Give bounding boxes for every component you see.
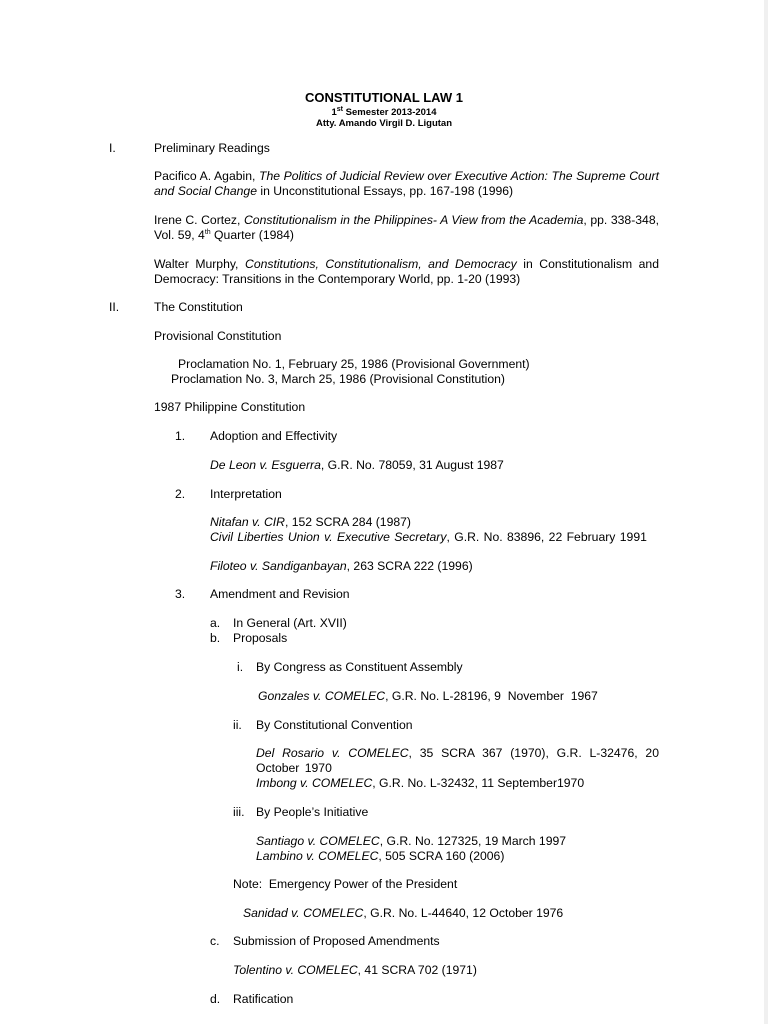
instructor-name: Atty. Amando Virgil D. Ligutan — [316, 118, 452, 129]
case-citation: Tolentino v. COMELEC, 41 SCRA 702 (1971) — [233, 963, 477, 977]
case-citation: Filoteo v. Sandiganbayan, 263 SCRA 222 (1996) — [210, 559, 473, 573]
case-citation: Santiago v. COMELEC, G.R. No. 127325, 19 March 1997 — [256, 834, 567, 848]
sub-c-label: Submission of Proposed Amendments — [233, 934, 440, 948]
roman-iii-number: iii. — [233, 805, 245, 819]
sub-c-letter: c. — [210, 934, 220, 948]
reading-cortez: Irene C. Cortez, Constitutionalism in the Philippines- A View from the Academia, pp. 338-348, Vol. 59, 4th Quarter (1984) — [154, 213, 659, 242]
page-edge-shadow — [764, 0, 768, 1024]
roman-i-number: i. — [237, 660, 244, 674]
roman-iii-label: By People’s Initiative — [256, 805, 369, 819]
proclamation-1: Proclamation No. 1, February 25, 1986 (Provisional Government) — [178, 357, 530, 371]
document-title: CONSTITUTIONAL LAW 1 — [305, 90, 463, 105]
constitution-heading: 1987 Philippine Constitution — [154, 400, 306, 414]
reading-title: Constitutions, Constitutionalism, and Democracy — [245, 257, 517, 271]
sub-b-letter: b. — [210, 631, 221, 645]
sub-b-label: Proposals — [233, 631, 288, 645]
item-1-number: 1. — [175, 429, 186, 443]
section-1-heading: Preliminary Readings — [154, 141, 270, 155]
semester-superscript: st — [336, 105, 344, 113]
section-2-numeral: II. — [109, 300, 120, 314]
provisional-heading: Provisional Constitution — [154, 329, 282, 343]
section-1-numeral: I. — [109, 141, 116, 155]
section-2-heading: The Constitution — [154, 300, 243, 314]
sub-a-label: In General (Art. XVII) — [233, 616, 347, 630]
item-3-number: 3. — [175, 587, 186, 601]
case-citation: De Leon v. Esguerra, G.R. No. 78059, 31 August 1987 — [210, 458, 504, 472]
case-citation: Lambino v. COMELEC, 505 SCRA 160 (2006) — [256, 849, 505, 863]
proclamation-3: Proclamation No. 3, March 25, 1986 (Provisional Constitution) — [171, 372, 505, 386]
item-1-label: Adoption and Effectivity — [210, 429, 338, 443]
roman-ii-number: ii. — [233, 718, 242, 732]
note-emergency-power: Note: Emergency Power of the President — [233, 877, 458, 891]
item-3-label: Amendment and Revision — [210, 587, 350, 601]
item-2-number: 2. — [175, 487, 186, 501]
semester-number: 1 — [331, 107, 337, 118]
case-citation: Del Rosario v. COMELEC, 35 SCRA 367 (1970), G.R. L-32476, 20 October 1970 — [256, 746, 659, 775]
case-citation: Nitafan v. CIR, 152 SCRA 284 (1987) — [210, 515, 411, 529]
sub-d-label: Ratification — [233, 992, 294, 1006]
roman-ii-label: By Constitutional Convention — [256, 718, 413, 732]
item-2-label: Interpretation — [210, 487, 282, 501]
semester-text: Semester 2013-2014 — [343, 107, 437, 118]
semester-line — [0, 107, 768, 118]
roman-i-label: By Congress as Constituent Assembly — [256, 660, 463, 674]
sub-a-letter: a. — [210, 616, 221, 630]
case-citation: Civil Liberties Union v. Executive Secretary, G.R. No. 83896, 22 February 1991 — [210, 530, 647, 544]
reading-title: The Politics of Judicial Review over Executive Action: The Supreme Court and Social Change — [154, 169, 660, 198]
reading-agabin: Pacifico A. Agabin, The Politics of Judicial Review over Executive Action: The Supreme Court and Social Change in Unconstitutional Essays, pp. 167-198 (1996) — [154, 169, 660, 198]
case-citation: Gonzales v. COMELEC, G.R. No. L-28196, 9 November 1967 — [258, 689, 598, 703]
reading-murphy: Walter Murphy, Constitutions, Constitutionalism, and Democracy in Constitutionalism and Democracy: Transitions in the Contemporary World, pp. 1-20 (1993) — [154, 257, 659, 286]
sub-d-letter: d. — [210, 992, 221, 1006]
case-citation: Sanidad v. COMELEC, G.R. No. L-44640, 12 October 1976 — [243, 906, 564, 920]
reading-title: Constitutionalism in the Philippines- A View from the Academia — [244, 213, 584, 227]
case-citation: Imbong v. COMELEC, G.R. No. L-32432, 11 September1970 — [256, 776, 585, 790]
